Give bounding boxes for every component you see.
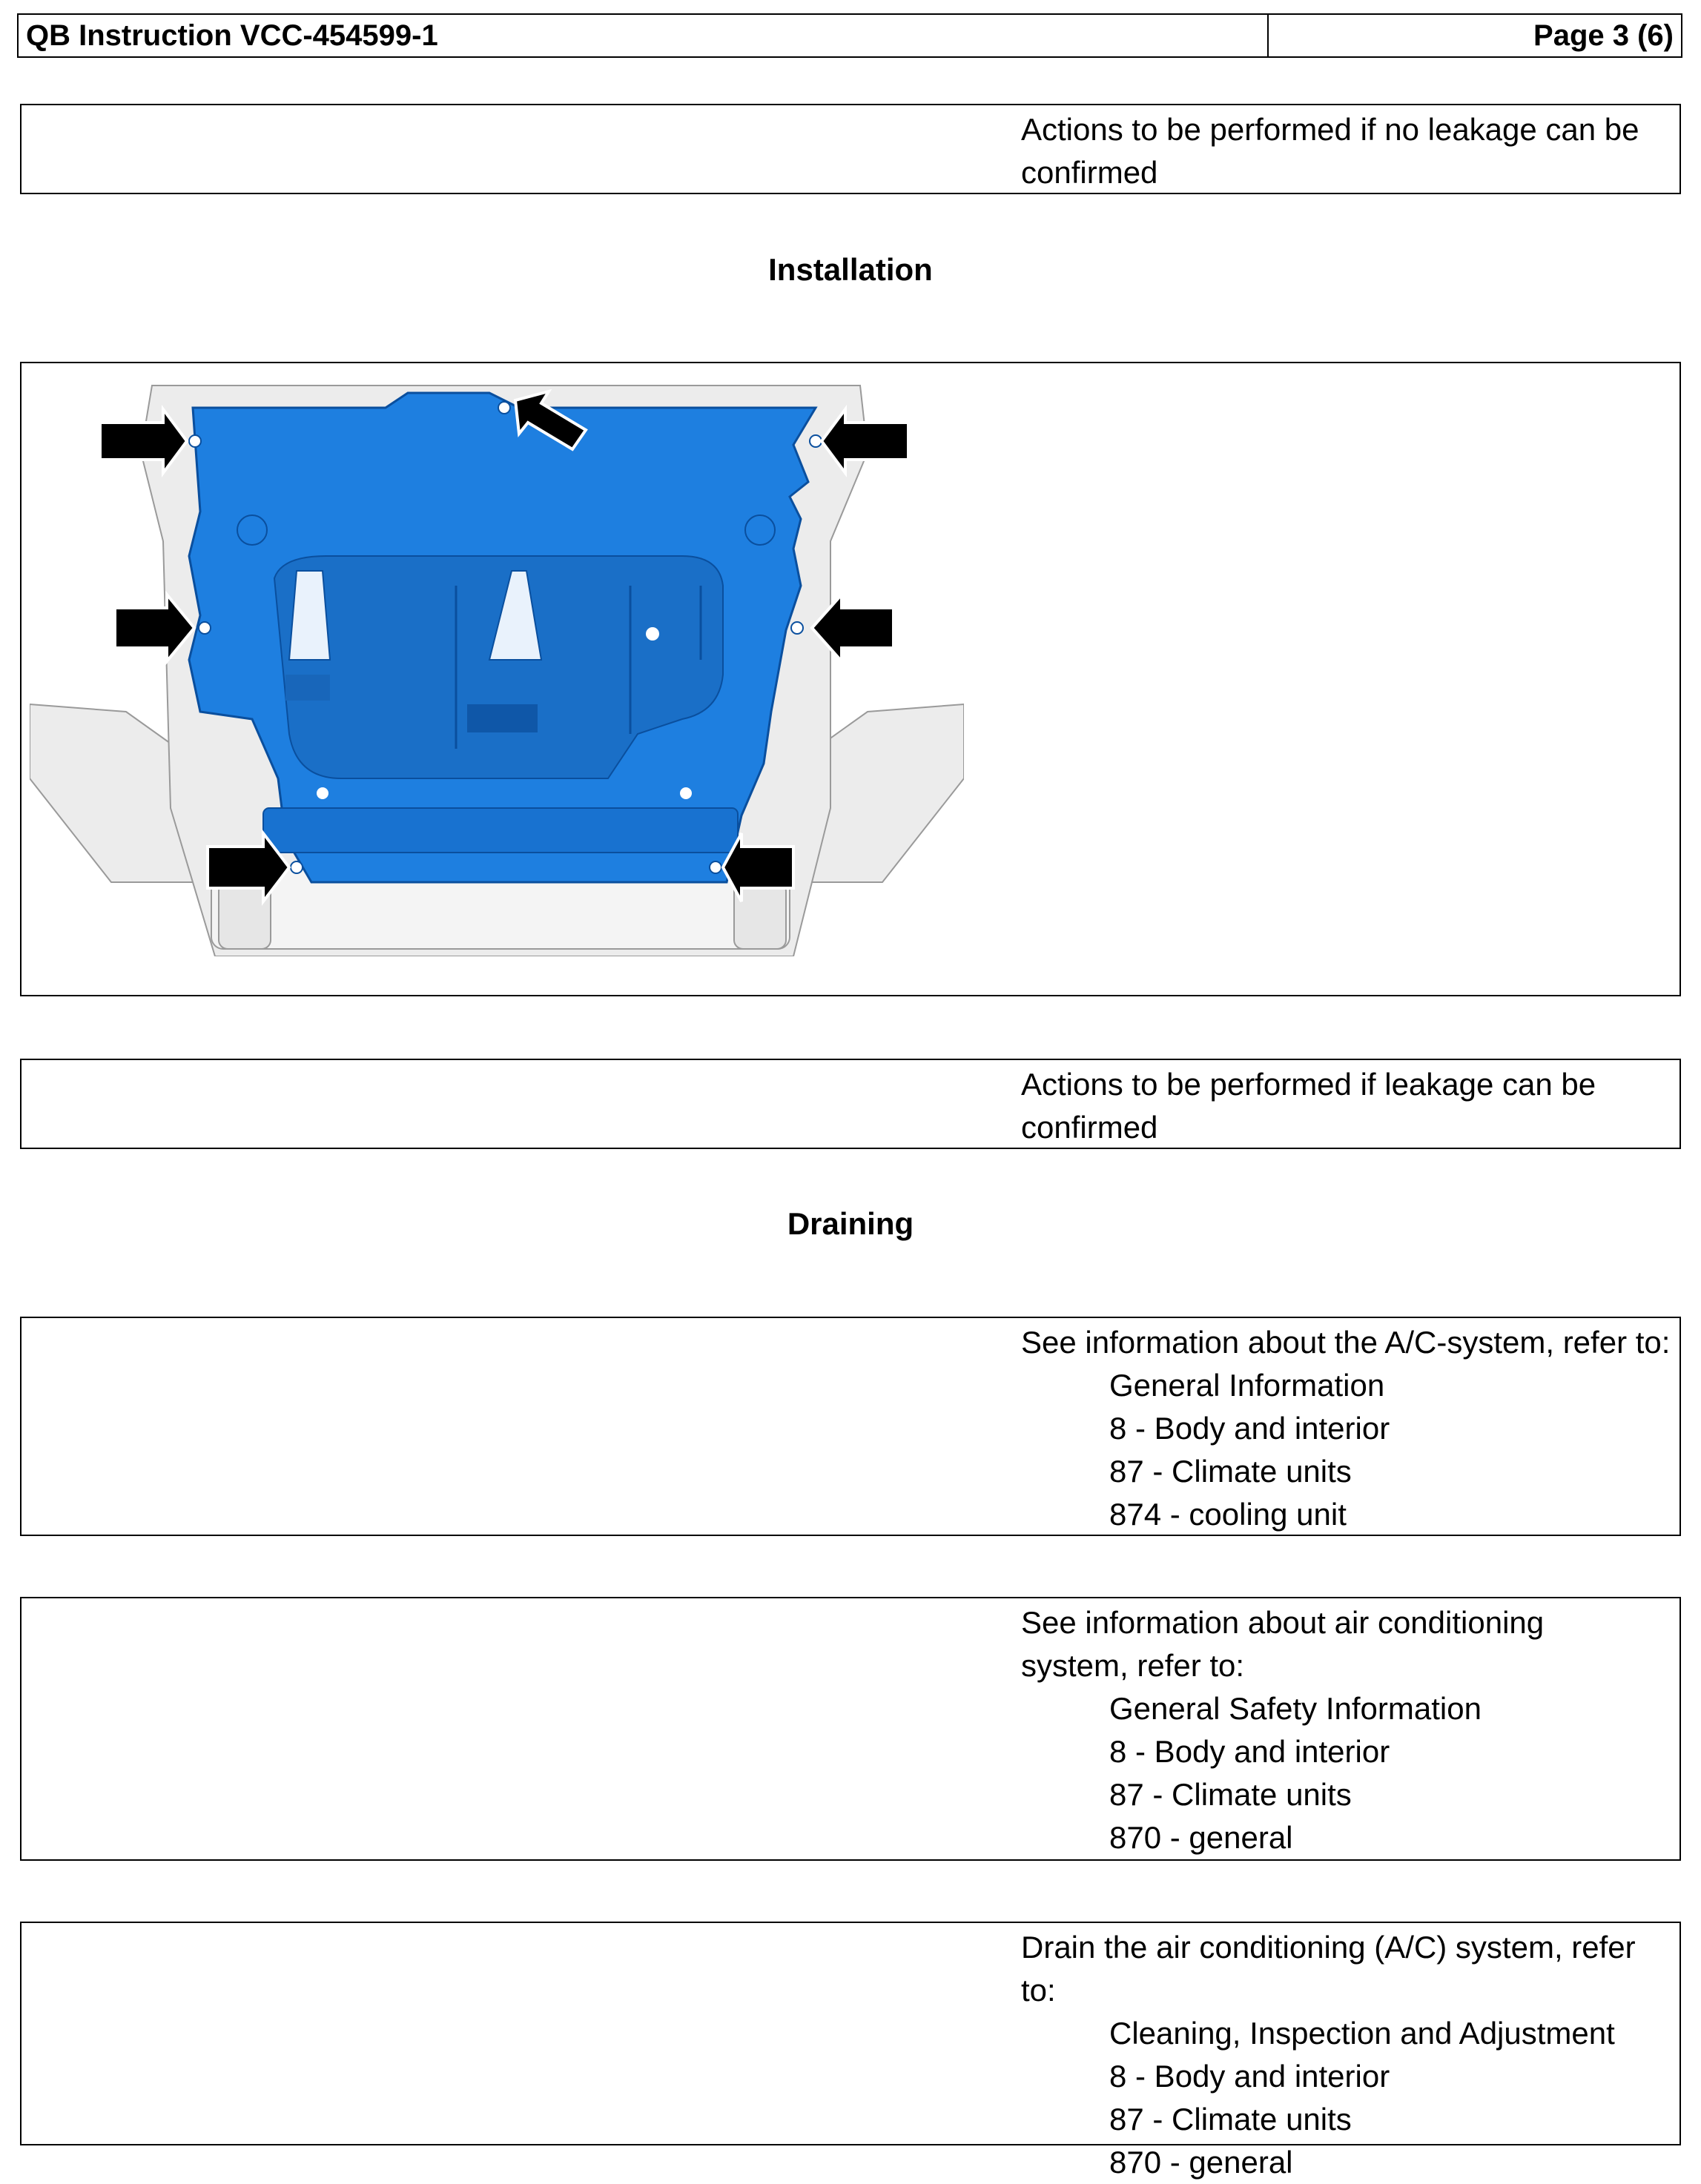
fastener-point: [710, 861, 721, 873]
section-heading-draining: Draining: [787, 1206, 914, 1241]
reference-link[interactable]: 8 - Body and interior: [1109, 2059, 1390, 2094]
note-leakage: [20, 1059, 1681, 1149]
reference-intro: See information about the A/C-system, refer to:: [1021, 1325, 1671, 1360]
page-number: Page 3 (6): [1533, 19, 1674, 52]
reference-ac-safety: [20, 1597, 1681, 1861]
shield-vent-left: [289, 571, 330, 660]
note-no-leakage: [20, 104, 1681, 194]
reference-link[interactable]: 87 - Climate units: [1109, 2102, 1352, 2137]
reference-link[interactable]: 870 - general: [1109, 1820, 1293, 1855]
splash-shield-illustration: [30, 363, 964, 956]
reference-ac-system: [20, 1317, 1681, 1536]
note-line: confirmed: [1021, 1110, 1158, 1145]
note-line: Actions to be performed if no leakage can be: [1021, 112, 1639, 147]
reference-intro: system, refer to:: [1021, 1648, 1245, 1683]
shield-hole: [317, 787, 328, 799]
fastener-point: [791, 622, 803, 634]
reference-link[interactable]: 870 - general: [1109, 2145, 1293, 2180]
shield-rear-channel: [263, 808, 738, 853]
reference-link[interactable]: 87 - Climate units: [1109, 1454, 1352, 1489]
reference-ac-drain: [20, 1922, 1681, 2180]
fastener-point: [199, 622, 211, 634]
note-line: confirmed: [1021, 155, 1158, 190]
reference-link[interactable]: 8 - Body and interior: [1109, 1734, 1390, 1769]
shield-drain-opening: [467, 704, 538, 732]
fastener-point: [291, 861, 303, 873]
reference-link[interactable]: General Safety Information: [1109, 1691, 1482, 1726]
shield-hole: [680, 787, 692, 799]
reference-intro: See information about air conditioning: [1021, 1605, 1545, 1640]
reference-link[interactable]: General Information: [1109, 1368, 1385, 1403]
section-heading-installation: Installation: [768, 252, 933, 287]
fastener-point: [498, 402, 510, 414]
shield-hole: [646, 627, 659, 641]
reference-link[interactable]: 874 - cooling unit: [1109, 1497, 1347, 1532]
reference-link[interactable]: Cleaning, Inspection and Adjustment: [1109, 2016, 1615, 2051]
note-line: Actions to be performed if leakage can be: [1021, 1067, 1596, 1102]
document-title: QB Instruction VCC-454599-1: [19, 15, 1269, 56]
reference-link[interactable]: 87 - Climate units: [1109, 1777, 1352, 1812]
reference-link[interactable]: 8 - Body and interior: [1109, 1411, 1390, 1446]
reference-intro: Drain the air conditioning (A/C) system, refer to:: [1021, 1930, 1636, 2008]
fastener-point: [189, 435, 201, 447]
shield-tab: [285, 675, 330, 701]
document-header: [17, 13, 1682, 58]
